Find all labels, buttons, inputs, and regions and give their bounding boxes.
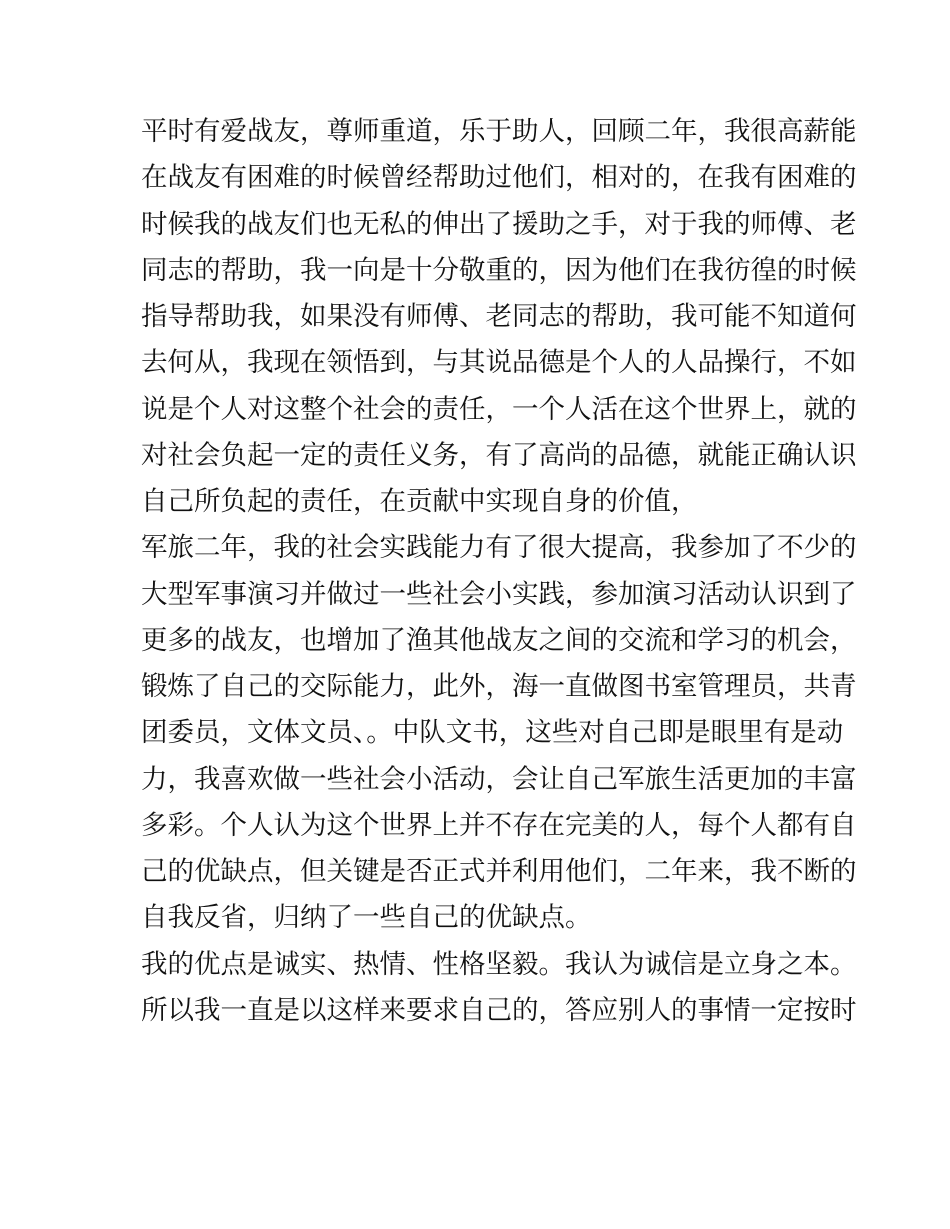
body-text: [141, 109, 857, 1034]
text-line-16: 多彩。个人认为这个世界上并不存在完美的人，每个人都有自: [141, 809, 857, 841]
text-line-2: 在战友有困难的时候曾经帮助过他们，相对的，在我有困难的: [141, 162, 857, 194]
text-line-15: 力，我喜欢做一些社会小活动，会让自己军旅生活更加的丰富: [141, 763, 857, 795]
text-line-6: 去何从，我现在领悟到，与其说品德是个人的人品操行，不如: [141, 347, 857, 379]
text-line-10: 军旅二年，我的社会实践能力有了很大提高，我参加了不少的: [141, 532, 857, 564]
text-line-11: 大型军事演习并做过一些社会小实践，参加演习活动认识到了: [141, 578, 857, 610]
text-line-7: 说是个人对这整个社会的责任，一个人活在这个世界上，就的: [141, 393, 857, 425]
text-line-9: 自己所负起的责任，在贡献中实现自身的价值，: [141, 486, 698, 517]
text-line-19: 我的优点是诚实、热情、性格坚毅。我认为诚信是立身之本。: [141, 948, 857, 980]
text-line-18: 自我反省，归纳了一些自己的优缺点。: [141, 902, 592, 934]
text-line-12: 更多的战友，也增加了渔其他战友之间的交流和学习的机会，: [141, 624, 857, 656]
text-line-4: 同志的帮助，我一向是十分敬重的，因为他们在我彷徨的时候: [141, 254, 857, 286]
text-line-3: 时候我的战友们也无私的伸出了援助之手，对于我的师傅、老: [141, 208, 857, 240]
text-line-14: 团委员，文体文员、。中队文书，这些对自己即是眼里有是动: [141, 717, 844, 749]
text-line-5: 指导帮助我，如果没有师傅、老同志的帮助，我可能不知道何: [141, 301, 857, 332]
text-line-20: 所以我一直是以这样来要求自己的，答应别人的事情一定按时: [141, 994, 857, 1026]
text-line-8: 对社会负起一定的责任义务，有了高尚的品德，就能正确认识: [141, 439, 857, 471]
text-line-17: 己的优缺点，但关键是否正式并利用他们，二年来，我不断的: [141, 856, 857, 887]
text-line-13: 锻炼了自己的交际能力，此外，海一直做图书室管理员，共青: [141, 671, 857, 702]
text-line-1: 平时有爱战友，尊师重道，乐于助人，回顾二年，我很高薪能: [141, 116, 857, 147]
